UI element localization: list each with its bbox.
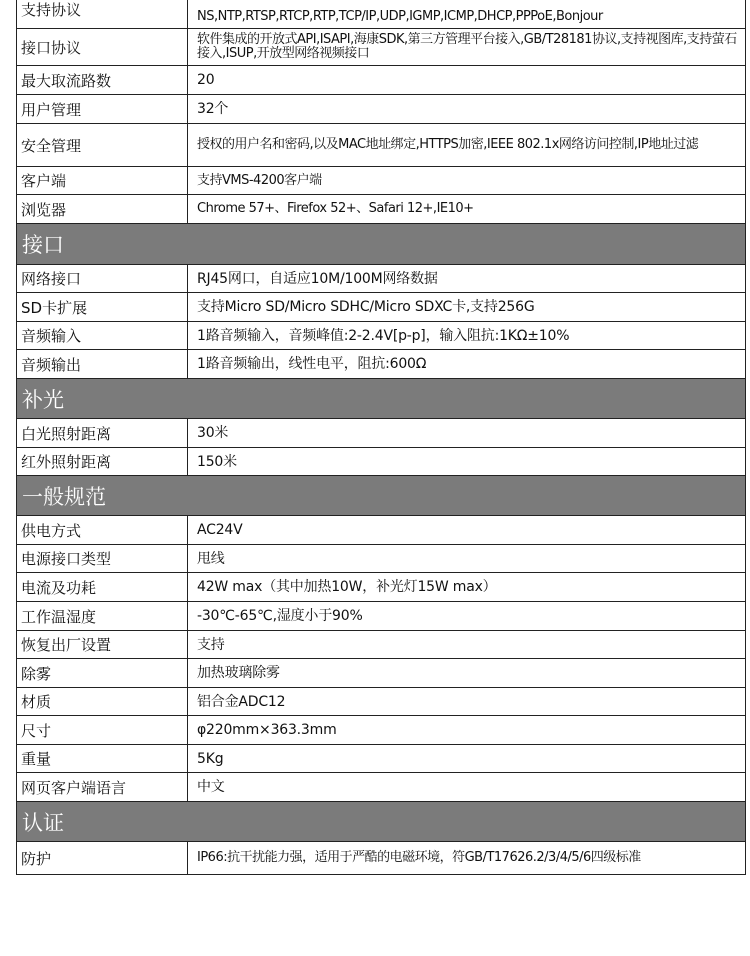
spec-row bbox=[16, 631, 746, 659]
spec-value: 1路音频输出，线性电平，阻抗:600Ω bbox=[197, 356, 427, 372]
spec-value: 支持Micro SD/Micro SDHC/Micro SDXC卡,支持256G bbox=[197, 299, 535, 315]
spec-label: 接口协议 bbox=[17, 29, 188, 65]
spec-row bbox=[16, 29, 746, 66]
spec-value: 铝合金ADC12 bbox=[197, 693, 286, 710]
spec-row bbox=[16, 167, 746, 195]
spec-row bbox=[16, 419, 746, 448]
spec-value: IP66:抗干扰能力强，适用于严酷的电磁环境，符GB/T17626.2/3/4/5/6四级标准 bbox=[197, 850, 641, 865]
spec-label: 恢复出厂设置 bbox=[17, 631, 188, 658]
spec-label: 电源接口类型 bbox=[17, 545, 188, 572]
spec-value: 1路音频输入，音频峰值:2-2.4V[p-p]，输入阻抗:1KΩ±10% bbox=[197, 327, 570, 344]
section-header: 接口 bbox=[16, 224, 746, 265]
spec-value: 42W max（其中加热10W，补光灯15W max） bbox=[197, 579, 497, 595]
spec-value: φ220mm×363.3mm bbox=[197, 722, 337, 738]
spec-value: Chrome 57+、Firefox 52+、Safari 12+,IE10+ bbox=[197, 201, 474, 216]
spec-row bbox=[16, 573, 746, 602]
spec-row bbox=[16, 95, 746, 124]
spec-label: 电流及功耗 bbox=[17, 573, 188, 601]
spec-row bbox=[16, 322, 746, 350]
spec-row bbox=[16, 265, 746, 293]
spec-label: 防护 bbox=[17, 842, 188, 874]
section-header: 补光 bbox=[16, 379, 746, 419]
spec-label: 红外照射距离 bbox=[17, 448, 188, 475]
spec-value: 软件集成的开放式API,ISAPI,海康SDK,第三方管理平台接入,GB/T28181协议,支持视图库,支持萤石接入,ISUP,开放型网络视频接口 bbox=[197, 32, 737, 61]
spec-label: 重量 bbox=[17, 745, 188, 772]
spec-label: 最大取流路数 bbox=[17, 66, 188, 94]
spec-value: 5Kg bbox=[197, 750, 224, 767]
spec-row bbox=[16, 545, 746, 573]
spec-value: AC24V bbox=[197, 522, 243, 538]
spec-row bbox=[16, 350, 746, 379]
spec-row bbox=[16, 745, 746, 773]
spec-label: 网页客户端语言 bbox=[17, 773, 188, 801]
spec-table bbox=[16, 0, 746, 875]
spec-value: 甩线 bbox=[197, 550, 225, 567]
spec-row bbox=[16, 124, 746, 167]
spec-row bbox=[16, 688, 746, 716]
spec-label: 白光照射距离 bbox=[17, 419, 188, 447]
spec-value: 30米 bbox=[197, 425, 229, 441]
spec-label: 安全管理 bbox=[17, 124, 188, 166]
spec-row bbox=[16, 659, 746, 688]
spec-label: SD卡扩展 bbox=[17, 293, 188, 321]
spec-value: RJ45网口，自适应10M/100M网络数据 bbox=[197, 270, 438, 287]
spec-value: -30℃-65℃,湿度小于90% bbox=[197, 608, 363, 624]
spec-row bbox=[16, 602, 746, 631]
spec-label: 除雾 bbox=[17, 659, 188, 687]
spec-row bbox=[16, 0, 746, 29]
spec-row bbox=[16, 293, 746, 322]
spec-row bbox=[16, 716, 746, 745]
spec-label: 客户端 bbox=[17, 167, 188, 194]
spec-row bbox=[16, 516, 746, 545]
spec-value: 支持 bbox=[197, 636, 225, 653]
spec-value: 32个 bbox=[197, 101, 229, 117]
spec-row bbox=[16, 448, 746, 476]
spec-row bbox=[16, 195, 746, 224]
spec-value: NS,NTP,RTSP,RTCP,RTP,TCP/IP,UDP,IGMP,ICMP,DHCP,PPPoE,Bonjour bbox=[197, 9, 603, 24]
spec-label: 音频输入 bbox=[17, 322, 188, 349]
spec-value: 中文 bbox=[197, 779, 225, 795]
spec-value: 20 bbox=[197, 72, 215, 88]
section-header: 一般规范 bbox=[16, 476, 746, 516]
spec-value: 加热玻璃除雾 bbox=[197, 665, 280, 681]
section-header: 认证 bbox=[16, 802, 746, 842]
spec-label: 网络接口 bbox=[17, 265, 188, 292]
spec-label: 尺寸 bbox=[17, 716, 188, 744]
spec-row bbox=[16, 66, 746, 95]
spec-value: 授权的用户名和密码,以及MAC地址绑定,HTTPS加密,IEEE 802.1x网络访问控制,IP地址过滤 bbox=[197, 137, 699, 152]
spec-label: 材质 bbox=[17, 688, 188, 715]
spec-label: 供电方式 bbox=[17, 516, 188, 544]
spec-label: 音频输出 bbox=[17, 350, 188, 378]
spec-value: 150米 bbox=[197, 453, 237, 470]
spec-label: 工作温湿度 bbox=[17, 602, 188, 630]
spec-label: 浏览器 bbox=[17, 195, 188, 223]
spec-row bbox=[16, 773, 746, 802]
spec-value: 支持VMS-4200客户端 bbox=[197, 172, 322, 188]
spec-row bbox=[16, 842, 746, 875]
spec-label: 用户管理 bbox=[17, 95, 188, 123]
spec-label: 支持协议 bbox=[17, 0, 188, 28]
